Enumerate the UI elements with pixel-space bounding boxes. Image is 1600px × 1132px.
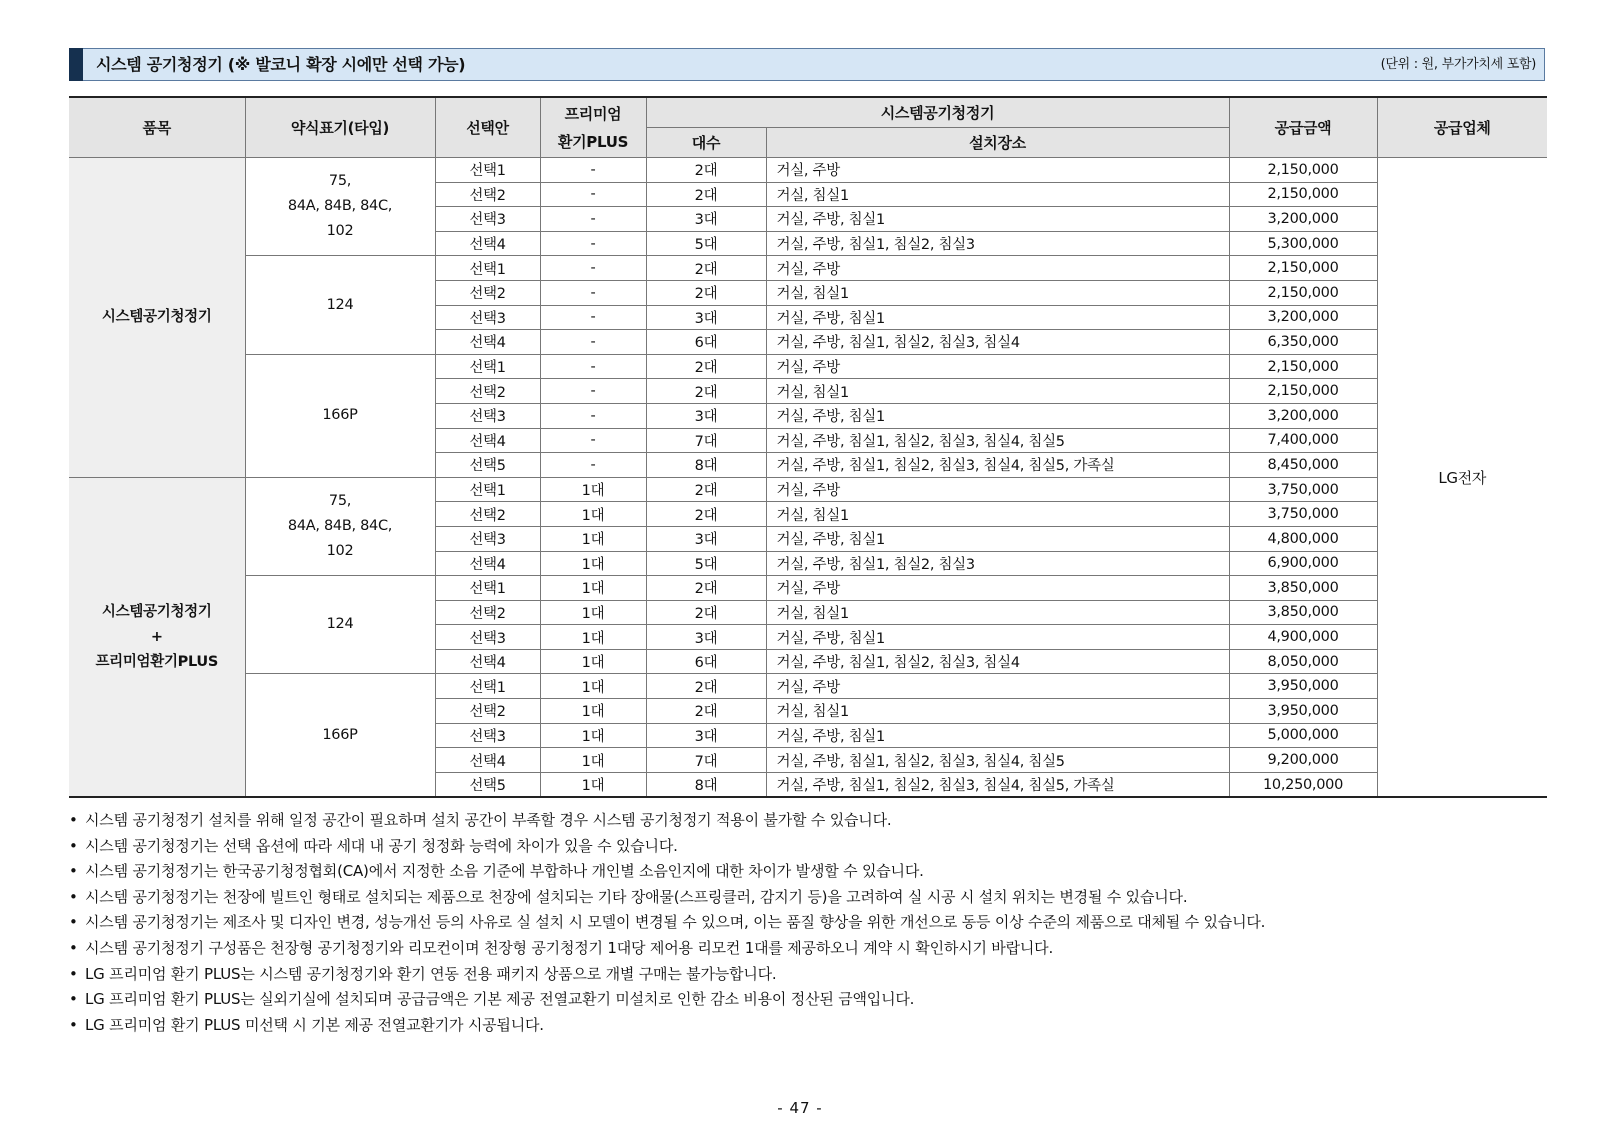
price-cell: 3,850,000 — [1229, 576, 1377, 601]
option-cell: 선택3 — [435, 403, 540, 428]
premium-cell: - — [540, 453, 646, 478]
table-row — [69, 256, 1547, 281]
price-cell: 2,150,000 — [1229, 379, 1377, 404]
premium-cell: - — [540, 330, 646, 355]
location-cell: 거실, 주방, 침실1 — [766, 625, 1229, 650]
note-item — [69, 987, 1265, 1013]
location-cell: 거실, 주방, 침실1, 침실2, 침실3, 침실4, 침실5, 가족실 — [766, 772, 1229, 797]
premium-cell: 1대 — [540, 723, 646, 748]
price-cell: 3,200,000 — [1229, 305, 1377, 330]
premium-cell: 1대 — [540, 477, 646, 502]
option-cell: 선택5 — [435, 772, 540, 797]
note-text: 시스템 공기청정기는 제조사 및 디자인 변경, 성능개선 등의 사유로 실 설치 시 모델이 변경될 수 있으며, 이는 품질 향상을 위한 개선으로 동등 이상 수준의 제품으로 대체될 수 있습니다. — [85, 913, 1266, 932]
note-item — [69, 808, 1265, 834]
option-cell: 선택3 — [435, 723, 540, 748]
bullet-icon: • — [69, 913, 78, 932]
title-accent — [69, 48, 83, 81]
location-cell: 거실, 주방, 침실1, 침실2, 침실3, 침실4, 침실5 — [766, 428, 1229, 453]
count-cell: 3대 — [646, 526, 766, 551]
location-cell: 거실, 주방, 침실1, 침실2, 침실3, 침실4 — [766, 649, 1229, 674]
note-text: 시스템 공기청정기는 선택 옵션에 따라 세대 내 공기 청정화 능력에 차이가 있을 수 있습니다. — [85, 836, 678, 855]
price-cell: 10,250,000 — [1229, 772, 1377, 797]
price-cell: 7,400,000 — [1229, 428, 1377, 453]
price-cell: 3,950,000 — [1229, 674, 1377, 699]
premium-cell: 1대 — [540, 526, 646, 551]
header-premium: 프리미엄 환기PLUS — [540, 97, 646, 158]
price-cell: 3,750,000 — [1229, 502, 1377, 527]
vendor-cell: LG전자 — [1377, 158, 1547, 798]
location-cell: 거실, 침실1 — [766, 699, 1229, 724]
price-cell: 2,150,000 — [1229, 158, 1377, 183]
count-cell: 3대 — [646, 207, 766, 232]
count-cell: 2대 — [646, 158, 766, 183]
premium-cell: 1대 — [540, 748, 646, 773]
type-cell: 166P — [245, 354, 435, 477]
price-cell: 5,000,000 — [1229, 723, 1377, 748]
note-text: LG 프리미엄 환기 PLUS 미선택 시 기본 제공 전열교환기가 시공됩니다. — [85, 1015, 544, 1034]
price-cell: 3,200,000 — [1229, 403, 1377, 428]
note-text: 시스템 공기청정기는 한국공기청정협회(CA)에서 지정한 소음 기준에 부합하나 개인별 소음인지에 대한 차이가 발생할 수 있습니다. — [85, 862, 924, 881]
premium-cell: - — [540, 403, 646, 428]
unit-note: (단위 : 원, 부가가치세 포함) — [1380, 57, 1536, 72]
note-item — [69, 936, 1265, 962]
location-cell: 거실, 주방, 침실1 — [766, 723, 1229, 748]
price-cell: 3,200,000 — [1229, 207, 1377, 232]
count-cell: 7대 — [646, 748, 766, 773]
count-cell: 6대 — [646, 330, 766, 355]
location-cell: 거실, 주방 — [766, 576, 1229, 601]
section-title-bar — [69, 48, 1545, 81]
bullet-icon: • — [69, 836, 78, 855]
option-cell: 선택1 — [435, 256, 540, 281]
price-cell: 8,450,000 — [1229, 453, 1377, 478]
table-row — [69, 158, 1547, 183]
premium-cell: 1대 — [540, 674, 646, 699]
header-type: 약식표기(타입) — [245, 97, 435, 158]
note-item — [69, 834, 1265, 860]
table-row — [69, 354, 1547, 379]
count-cell: 2대 — [646, 600, 766, 625]
location-cell: 거실, 침실1 — [766, 280, 1229, 305]
option-cell: 선택4 — [435, 748, 540, 773]
location-cell: 거실, 주방, 침실1 — [766, 403, 1229, 428]
premium-cell: 1대 — [540, 625, 646, 650]
type-cell: 124 — [245, 256, 435, 354]
type-cell: 166P — [245, 674, 435, 797]
price-cell: 4,800,000 — [1229, 526, 1377, 551]
note-text: 시스템 공기청정기 설치를 위해 일정 공간이 필요하며 설치 공간이 부족할 경우 시스템 공기청정기 적용이 불가할 수 있습니다. — [85, 811, 892, 829]
table-row — [69, 576, 1547, 601]
note-text: 시스템 공기청정기는 천장에 빌트인 형태로 설치되는 제품으로 천장에 설치되는 기타 장애물(스프링클러, 감지기 등)을 고려하여 실 시공 시 설치 위치는 변경될 수 있습니다. — [85, 887, 1188, 906]
count-cell: 2대 — [646, 576, 766, 601]
premium-cell: - — [540, 379, 646, 404]
type-cell: 124 — [245, 576, 435, 674]
page-number: - 47 - — [777, 1099, 823, 1117]
location-cell: 거실, 주방 — [766, 256, 1229, 281]
count-cell: 2대 — [646, 699, 766, 724]
header-count: 대수 — [646, 128, 766, 158]
count-cell: 8대 — [646, 772, 766, 797]
bullet-icon: • — [69, 964, 78, 983]
location-cell: 거실, 주방, 침실1 — [766, 526, 1229, 551]
price-cell: 6,900,000 — [1229, 551, 1377, 576]
price-table — [69, 96, 1547, 798]
price-cell: 9,200,000 — [1229, 748, 1377, 773]
option-cell: 선택2 — [435, 379, 540, 404]
location-cell: 거실, 주방, 침실1 — [766, 207, 1229, 232]
count-cell: 2대 — [646, 477, 766, 502]
type-cell: 75, 84A, 84B, 84C, 102 — [245, 477, 435, 575]
location-cell: 거실, 침실1 — [766, 502, 1229, 527]
option-cell: 선택2 — [435, 502, 540, 527]
premium-cell: 1대 — [540, 551, 646, 576]
count-cell: 5대 — [646, 231, 766, 256]
option-cell: 선택5 — [435, 453, 540, 478]
option-cell: 선택2 — [435, 182, 540, 207]
count-cell: 7대 — [646, 428, 766, 453]
premium-cell: - — [540, 158, 646, 183]
location-cell: 거실, 주방 — [766, 354, 1229, 379]
price-cell: 6,350,000 — [1229, 330, 1377, 355]
location-cell: 거실, 주방 — [766, 674, 1229, 699]
price-cell: 2,150,000 — [1229, 256, 1377, 281]
price-cell: 2,150,000 — [1229, 280, 1377, 305]
item-cell: 시스템공기청정기 — [69, 158, 245, 478]
header-price: 공급금액 — [1229, 97, 1377, 158]
premium-cell: - — [540, 428, 646, 453]
price-cell: 2,150,000 — [1229, 182, 1377, 207]
price-cell: 3,850,000 — [1229, 600, 1377, 625]
option-cell: 선택1 — [435, 354, 540, 379]
count-cell: 5대 — [646, 551, 766, 576]
header-vendor: 공급업체 — [1377, 97, 1547, 158]
count-cell: 6대 — [646, 649, 766, 674]
count-cell: 3대 — [646, 403, 766, 428]
option-cell: 선택1 — [435, 477, 540, 502]
note-item — [69, 885, 1265, 911]
bullet-icon: • — [69, 811, 78, 829]
header-option: 선택안 — [435, 97, 540, 158]
premium-cell: - — [540, 354, 646, 379]
note-text: 시스템 공기청정기 구성품은 천장형 공기청정기와 리모컨이며 천장형 공기청정기 1대당 제어용 리모컨 1대를 제공하오니 계약 시 확인하시기 바랍니다. — [85, 938, 1054, 957]
premium-cell: - — [540, 256, 646, 281]
note-item — [69, 910, 1265, 936]
location-cell: 거실, 주방, 침실1, 침실2, 침실3, 침실4 — [766, 330, 1229, 355]
premium-cell: 1대 — [540, 502, 646, 527]
count-cell: 2대 — [646, 379, 766, 404]
option-cell: 선택1 — [435, 576, 540, 601]
option-cell: 선택4 — [435, 231, 540, 256]
premium-cell: - — [540, 280, 646, 305]
option-cell: 선택4 — [435, 649, 540, 674]
option-cell: 선택3 — [435, 305, 540, 330]
location-cell: 거실, 주방, 침실1, 침실2, 침실3, 침실4, 침실5 — [766, 748, 1229, 773]
location-cell: 거실, 침실1 — [766, 182, 1229, 207]
option-cell: 선택4 — [435, 428, 540, 453]
count-cell: 2대 — [646, 182, 766, 207]
option-cell: 선택3 — [435, 207, 540, 232]
premium-cell: 1대 — [540, 649, 646, 674]
header-item: 품목 — [69, 97, 245, 158]
option-cell: 선택2 — [435, 699, 540, 724]
type-cell: 75, 84A, 84B, 84C, 102 — [245, 158, 435, 256]
bullet-icon: • — [69, 862, 78, 881]
bullet-icon: • — [69, 887, 78, 906]
note-item — [69, 859, 1265, 885]
price-cell: 8,050,000 — [1229, 649, 1377, 674]
count-cell: 2대 — [646, 256, 766, 281]
count-cell: 2대 — [646, 280, 766, 305]
notes-list — [69, 808, 1265, 1038]
bullet-icon: • — [69, 990, 78, 1009]
premium-cell: 1대 — [540, 699, 646, 724]
option-cell: 선택1 — [435, 158, 540, 183]
option-cell: 선택2 — [435, 600, 540, 625]
location-cell: 거실, 침실1 — [766, 379, 1229, 404]
option-cell: 선택3 — [435, 526, 540, 551]
price-cell: 4,900,000 — [1229, 625, 1377, 650]
count-cell: 3대 — [646, 305, 766, 330]
premium-cell: - — [540, 207, 646, 232]
table-body — [69, 158, 1547, 798]
location-cell: 거실, 주방, 침실1, 침실2, 침실3 — [766, 231, 1229, 256]
option-cell: 선택3 — [435, 625, 540, 650]
premium-cell: 1대 — [540, 576, 646, 601]
price-cell: 5,300,000 — [1229, 231, 1377, 256]
premium-cell: - — [540, 231, 646, 256]
option-cell: 선택2 — [435, 280, 540, 305]
count-cell: 2대 — [646, 354, 766, 379]
location-cell: 거실, 주방 — [766, 158, 1229, 183]
location-cell: 거실, 주방, 침실1, 침실2, 침실3 — [766, 551, 1229, 576]
option-cell: 선택4 — [435, 551, 540, 576]
bullet-icon: • — [69, 938, 78, 957]
item-cell: 시스템공기청정기 + 프리미엄환기PLUS — [69, 477, 245, 797]
header-location: 설치장소 — [766, 128, 1229, 158]
premium-cell: - — [540, 305, 646, 330]
count-cell: 2대 — [646, 502, 766, 527]
count-cell: 3대 — [646, 625, 766, 650]
price-cell: 3,750,000 — [1229, 477, 1377, 502]
note-text: LG 프리미엄 환기 PLUS는 실외기실에 설치되며 공급금액은 기본 제공 전열교환기 미설치로 인한 감소 비용이 정산된 금액입니다. — [85, 990, 915, 1009]
count-cell: 8대 — [646, 453, 766, 478]
table-row — [69, 674, 1547, 699]
table-row — [69, 477, 1547, 502]
count-cell: 2대 — [646, 674, 766, 699]
option-cell: 선택4 — [435, 330, 540, 355]
premium-cell: - — [540, 182, 646, 207]
location-cell: 거실, 주방, 침실1, 침실2, 침실3, 침실4, 침실5, 가족실 — [766, 453, 1229, 478]
location-cell: 거실, 침실1 — [766, 600, 1229, 625]
price-cell: 2,150,000 — [1229, 354, 1377, 379]
location-cell: 거실, 주방, 침실1 — [766, 305, 1229, 330]
location-cell: 거실, 주방 — [766, 477, 1229, 502]
bullet-icon: • — [69, 1015, 78, 1034]
premium-cell: 1대 — [540, 600, 646, 625]
count-cell: 3대 — [646, 723, 766, 748]
note-text: LG 프리미엄 환기 PLUS는 시스템 공기청정기와 환기 연동 전용 패키지 상품으로 개별 구매는 불가능합니다. — [85, 964, 777, 983]
header-system: 시스템공기청정기 — [646, 97, 1229, 128]
note-item — [69, 962, 1265, 988]
premium-cell: 1대 — [540, 772, 646, 797]
price-cell: 3,950,000 — [1229, 699, 1377, 724]
section-title: 시스템 공기청정기 (※ 발코니 확장 시에만 선택 가능) — [96, 55, 466, 74]
note-item — [69, 1013, 1265, 1039]
option-cell: 선택1 — [435, 674, 540, 699]
